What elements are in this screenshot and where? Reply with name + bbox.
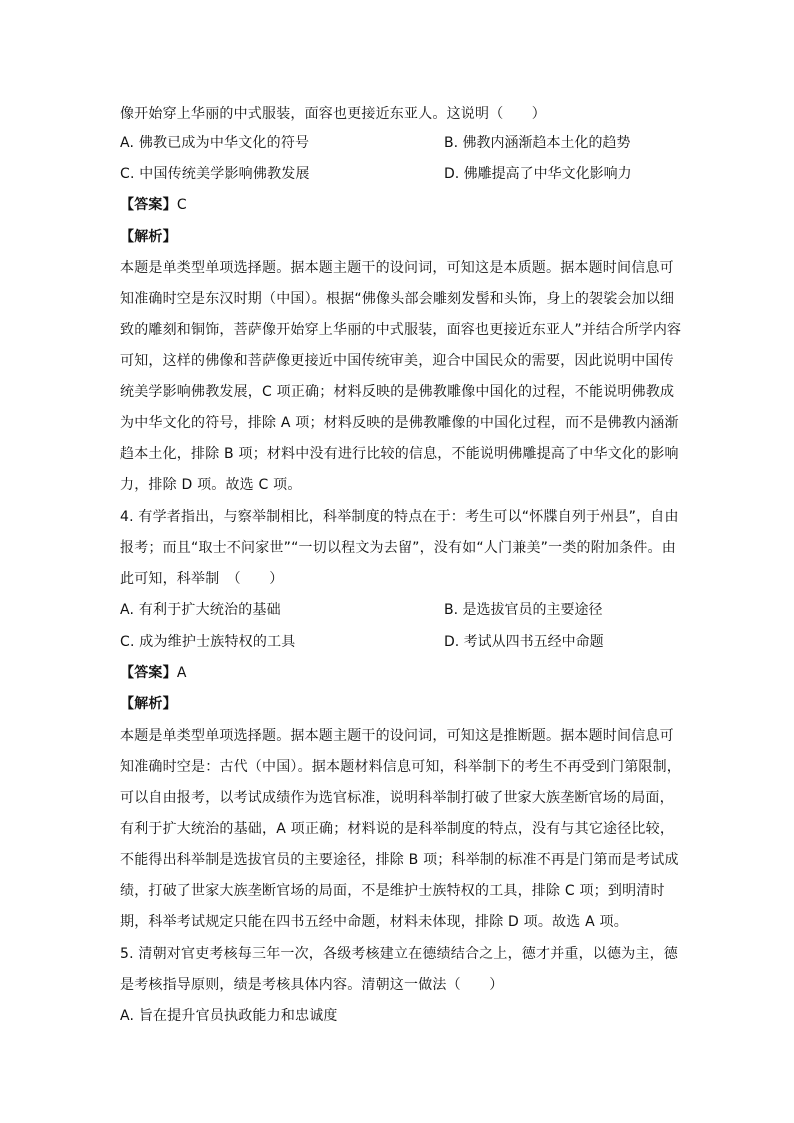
q3-analysis-line: 为中华文化的符号，排除 A 项；材料反映的是佛教雕像的中国化过程，而不是佛教内涵渐 [120, 415, 679, 431]
q4-analysis-line: 不能得出科举制是选拔官员的主要途径，排除 B 项；科举制的标准不再是门第而是考试成 [120, 852, 679, 868]
q3-option-d: D. 佛雕提高了中华文化影响力 [444, 166, 632, 182]
q3-option-b: B. 佛教内涵渐趋本土化的趋势 [444, 135, 631, 151]
q3-analysis-line: 可知，这样的佛像和菩萨像更接近中国传统审美，迎合中国民众的需要，因此说明中国传 [120, 353, 674, 369]
q5-stem-line: 是考核指导原则，绩是考核具体内容。清朝这一做法（ ） [120, 977, 504, 993]
q3-stem-tail: 像开始穿上华丽的中式服装，面容也更接近东亚人。这说明（ ） [120, 106, 546, 122]
q3-analysis-label: 【解析】 [120, 229, 177, 245]
q3-analysis-line: 知准确时空是东汉时期（中国）。根据“佛像头部会雕刻发髻和头饰，身上的袈裟会加以细 [120, 291, 675, 307]
q4-option-c: C. 成为维护士族特权的工具 [120, 634, 296, 650]
q4-analysis-line: 可以自由报考，以考试成绩作为选官标准，说明科举制打破了世家大族垄断官场的局面， [120, 790, 674, 806]
q5-option-a: A. 旨在提升官员执政能力和忠诚度 [120, 1008, 338, 1024]
q4-stem-line: 此可知，科举制 （ ） [120, 571, 284, 587]
q3-analysis-line: 统美学影响佛教发展，C 项正确；材料反映的是佛教雕像中国化的过程，不能说明佛教成 [120, 384, 675, 400]
q3-answer [120, 195, 187, 215]
q3-analysis-line: 力，排除 D 项。故选 C 项。 [120, 477, 302, 493]
answer-label: 【答案】 [120, 665, 177, 681]
answer-value: A [176, 665, 187, 681]
q3-option-c: C. 中国传统美学影响佛教发展 [120, 166, 310, 182]
q3-analysis-line: 趋本土化，排除 B 项；材料中没有进行比较的信息，不能说明佛雕提高了中华文化的影响 [120, 446, 679, 462]
q5-stem-line: 5. 清朝对官吏考核每三年一次，各级考核建立在德绩结合之上，德才并重，以德为主，德 [120, 946, 679, 962]
answer-label: 【答案】 [120, 197, 177, 213]
q4-option-a: A. 有利于扩大统治的基础 [120, 602, 281, 618]
q4-answer [120, 663, 187, 683]
q3-analysis-line: 本题是单类型单项选择题。据本题主题干的设问词，可知这是本质题。据本题时间信息可 [120, 260, 674, 276]
q4-analysis-line: 知准确时空是：古代（中国）。据本题材料信息可知，科举制下的考生不再受到门第限制， [120, 759, 681, 775]
q4-stem-line: 报考；而且“取士不问家世”“一切以程文为去留”，没有如“人门兼美”一类的附加条件。由 [120, 540, 676, 556]
q4-analysis-line: 期，科举考试规定只能在四书五经中命题，材料未体现，排除 D 项。故选 A 项。 [120, 914, 628, 930]
q4-stem-line: 4. 有学者指出，与察举制相比，科举制度的特点在于：考生可以“怀牒自列于州县”，自由 [120, 509, 679, 525]
q4-option-b: B. 是选拔官员的主要途径 [444, 602, 603, 618]
q4-analysis-label: 【解析】 [120, 696, 177, 712]
q4-analysis-line: 有利于扩大统治的基础，A 项正确；材料说的是科举制度的特点，没有与其它途径比较， [120, 821, 675, 837]
q4-option-d: D. 考试从四书五经中命题 [444, 634, 604, 650]
answer-value: C [176, 197, 187, 213]
q3-option-a: A. 佛教已成为中华文化的符号 [120, 135, 310, 151]
q3-analysis-line: 致的雕刻和铜饰，菩萨像开始穿上华丽的中式服装，面容也更接近东亚人”并结合所学内容 [120, 322, 682, 338]
q4-analysis-line: 绩，打破了世家大族垄断官场的局面，不是维护士族特权的工具，排除 C 项；到明清时 [120, 883, 665, 899]
q4-analysis-line: 本题是单类型单项选择题。据本题主题干的设问词，可知这是推断题。据本题时间信息可 [120, 728, 674, 744]
